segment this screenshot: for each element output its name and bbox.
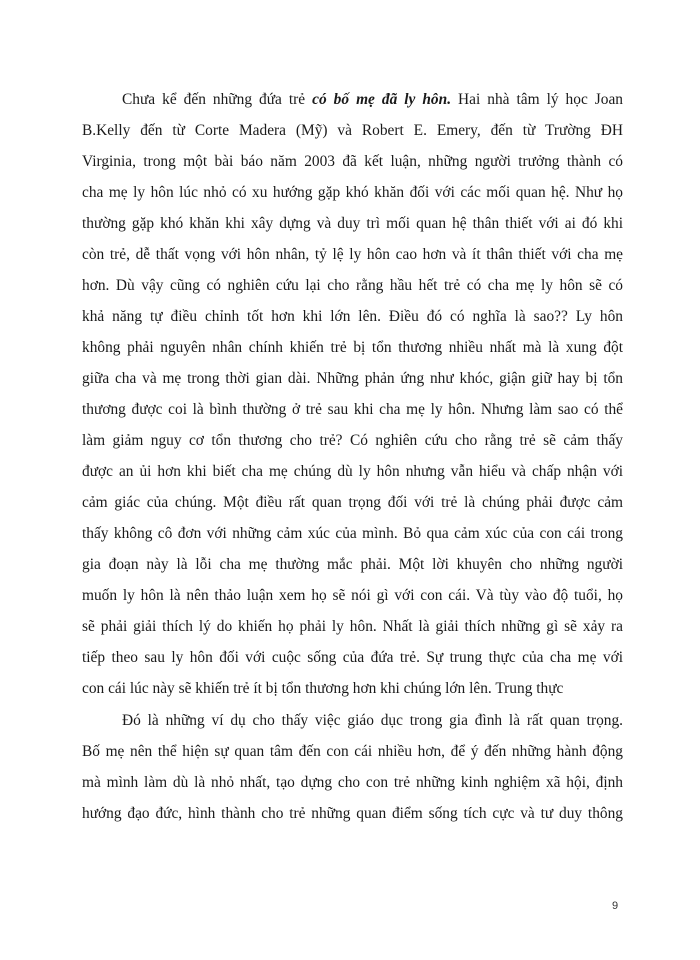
paragraph-1-line: con cái lúc này sẽ khiến trẻ ít bị tổn thương hơn khi chúng lớn lên. Trung thực bbox=[82, 680, 564, 697]
paragraph-1-line: còn trẻ, dễ thất vọng với hôn nhân, tỷ lệ ly hôn cao hơn và ít thân thiết với cha mẹ bbox=[82, 246, 623, 263]
paragraph-1-line: tiếp theo sau ly hôn đối với cuộc sống của đứa trẻ. Sự trung thực của cha mẹ với bbox=[82, 649, 623, 666]
paragraph-1-line: được an ủi hơn khi biết cha mẹ chúng dù ly hôn nhưng vẫn hiểu và chấp nhận với bbox=[82, 463, 623, 480]
paragraph-1-line: giữa cha và mẹ trong thời gian dài. Những phản ứng như khóc, giận giữ hay bị tổn bbox=[82, 370, 623, 387]
paragraph-1-line: làm giảm nguy cơ tổn thương cho trẻ? Có nghiên cứu cho rằng trẻ sẽ cảm thấy bbox=[82, 432, 623, 449]
paragraph-2-line: Bố mẹ nên thể hiện sự quan tâm đến con cái nhiều hơn, để ý đến những hành động bbox=[82, 743, 623, 760]
paragraph-1-line: Virginia, trong một bài báo năm 2003 đã kết luận, những người trưởng thành có bbox=[82, 153, 623, 170]
paragraph-1-line: muốn ly hôn là nên thảo luận xem họ sẽ nói gì với con cái. Và tùy vào độ tuổi, họ bbox=[82, 587, 623, 604]
paragraph-1-lead-tail: Hai nhà tâm lý học Joan bbox=[451, 91, 623, 108]
paragraph-1-line: thường gặp khó khăn khi xây dựng và duy trì mối quan hệ thân thiết với ai đó khi bbox=[82, 215, 623, 232]
paragraph-2-line: mà mình làm dù là nhỏ nhất, tạo dựng cho con trẻ những kinh nghiệm xã hội, định bbox=[82, 774, 623, 791]
paragraph-1-line-1 bbox=[82, 84, 623, 115]
paragraph-2-line: hướng đạo đức, hình thành cho trẻ những quan điểm sống tích cực và tư duy thông bbox=[82, 805, 623, 822]
paragraph-1-line: thấy không cô đơn với những cảm xúc của mình. Bỏ qua cảm xúc của con cái trong bbox=[82, 525, 623, 542]
paragraph-1-line: sẽ phải giải thích lý do khiến họ phải ly hôn. Nhất là giải thích những gì sẽ xảy ra bbox=[82, 618, 623, 635]
paragraph-2-line: Đó là những ví dụ cho thấy việc giáo dục trong gia đình là rất quan trọng. bbox=[122, 712, 623, 729]
paragraph-1-line: khả năng tự điều chỉnh tốt hơn khi lớn lên. Điều đó có nghĩa là sao?? Ly hôn bbox=[82, 308, 623, 325]
paragraph-1-line: B.Kelly đến từ Corte Madera (Mỹ) và Robert E. Emery, đến từ Trường ĐH bbox=[82, 122, 623, 139]
paragraph-1-line: gia đoạn này là lỗi cha mẹ thường mắc phải. Một lời khuyên cho những người bbox=[82, 556, 623, 573]
paragraph-1-lead-text: Chưa kể đến những đứa trẻ bbox=[122, 91, 313, 108]
emphasized-phrase: có bố mẹ đã ly hôn. bbox=[312, 91, 452, 108]
paragraph-1-line: thương được coi là bình thường ở trẻ sau khi cha mẹ ly hôn. Nhưng làm sao có thể bbox=[82, 401, 623, 418]
page-number: 9 bbox=[612, 900, 619, 912]
paragraph-1-line: cha mẹ ly hôn lúc nhỏ có xu hướng gặp khó khăn đối với các mối quan hệ. Như họ bbox=[82, 184, 623, 201]
paragraph-1 bbox=[82, 84, 623, 704]
paragraph-2 bbox=[82, 705, 623, 829]
paragraph-1-line: hơn. Dù vậy cũng có nghiên cứu lại cho rằng hầu hết trẻ có cha mẹ ly hôn sẽ có bbox=[82, 277, 623, 294]
paragraph-1-line: không phải nguyên nhân chính khiến trẻ bị tổn thương nhiều nhất mà là xung đột bbox=[82, 339, 623, 356]
paragraph-1-line: cảm giác của chúng. Một điều rất quan trọng đối với trẻ là chúng phải được cảm bbox=[82, 494, 623, 511]
